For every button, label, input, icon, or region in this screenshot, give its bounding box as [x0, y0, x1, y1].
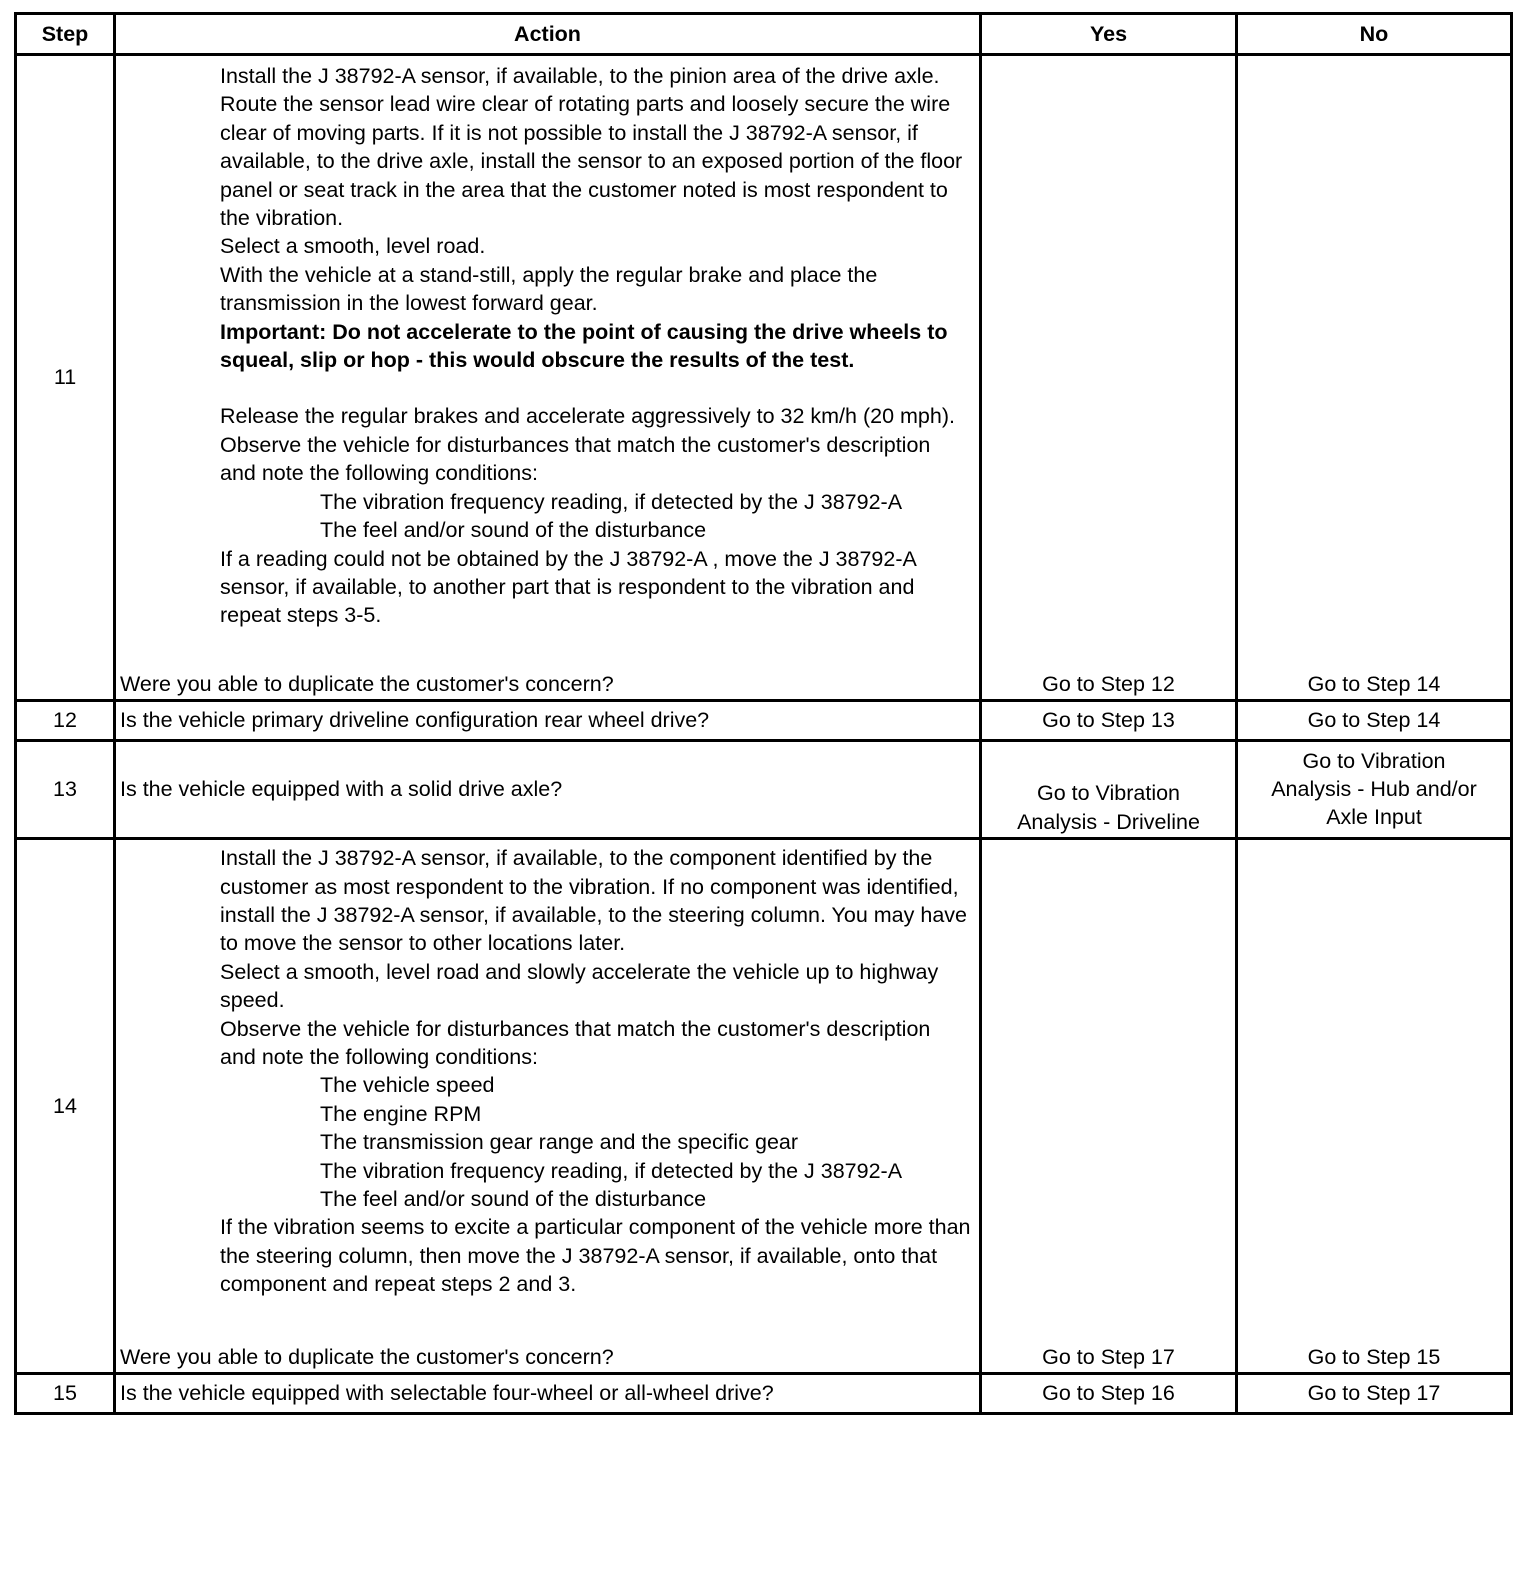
- no-cell: [1237, 741, 1512, 839]
- no-cell: Go to Step 15: [1237, 839, 1512, 1374]
- step-number: 13: [16, 741, 115, 839]
- action-paragraph: Select a smooth, level road and slowly accelerate the vehicle up to highway speed.: [220, 959, 939, 1013]
- action-question: Is the vehicle equipped with selectable four-wheel or all-wheel drive?: [115, 1374, 981, 1414]
- condition-item: The transmission gear range and the specific gear: [320, 1130, 799, 1155]
- diagnostic-table: [14, 12, 1513, 1415]
- no-line: Axle Input: [1326, 805, 1422, 830]
- condition-item: The vibration frequency reading, if detected by the J 38792-A: [320, 489, 903, 514]
- yes-cell: Go to Step 17: [981, 839, 1237, 1374]
- action-paragraph: Observe the vehicle for disturbances that match the customer's description and note the following conditions:: [220, 432, 931, 486]
- table-row: [16, 839, 1512, 1374]
- action-paragraph: With the vehicle at a stand-still, apply the regular brake and place the transmission in the lowest forward gear.: [220, 262, 878, 316]
- action-question: Is the vehicle primary driveline configuration rear wheel drive?: [115, 701, 981, 741]
- important-note: Important: Do not accelerate to the point of causing the drive wheels to squeal, slip or hop - this would obscure the results of the test.: [220, 319, 948, 373]
- header-yes: Yes: [981, 14, 1237, 55]
- table-row: [16, 1374, 1512, 1414]
- yes-cell: [981, 741, 1237, 839]
- no-line: Analysis - Hub and/or: [1271, 776, 1477, 801]
- diagnostic-table-document: [14, 12, 1510, 1415]
- yes-cell: Go to Step 16: [981, 1374, 1237, 1414]
- yes-cell: Go to Step 12: [981, 55, 1237, 701]
- action-question: Were you able to duplicate the customer's concern?: [120, 671, 614, 696]
- yes-cell: Go to Step 13: [981, 701, 1237, 741]
- yes-line: Go to Vibration: [1036, 781, 1181, 806]
- action-question: Were you able to duplicate the customer's concern?: [120, 1344, 614, 1369]
- no-line: Go to Vibration: [1302, 748, 1446, 773]
- step-number: 12: [16, 701, 115, 741]
- table-row: [16, 741, 1512, 839]
- condition-item: The vibration frequency reading, if detected by the J 38792-A: [320, 1158, 903, 1183]
- no-cell: Go to Step 14: [1237, 55, 1512, 701]
- header-step: Step: [16, 14, 115, 55]
- step-number: 14: [16, 839, 115, 1374]
- action-cell: [115, 55, 981, 701]
- action-paragraph: If the vibration seems to excite a particular component of the vehicle more than the steering column, then move the J 38792-A sensor, if available, onto that component and repeat steps 2 and 3.: [220, 1215, 971, 1297]
- action-question: Is the vehicle equipped with a solid drive axle?: [115, 741, 981, 839]
- condition-item: The vehicle speed: [320, 1073, 495, 1098]
- action-cell: [115, 839, 981, 1374]
- action-paragraph: Install the J 38792-A sensor, if available, to the component identified by the customer as most respondent to the vibration. If no component was identified, install the J 38792-A sensor, if available, to the steering column. You may have to move the sensor to other locations later.: [220, 846, 967, 956]
- header-action: Action: [115, 14, 981, 55]
- no-cell: Go to Step 14: [1237, 701, 1512, 741]
- condition-item: The feel and/or sound of the disturbance: [320, 518, 707, 543]
- step-number: 15: [16, 1374, 115, 1414]
- table-row: [16, 701, 1512, 741]
- no-cell: Go to Step 17: [1237, 1374, 1512, 1414]
- action-paragraph: Observe the vehicle for disturbances that match the customer's description and note the following conditions:: [220, 1016, 931, 1069]
- condition-item: The engine RPM: [320, 1101, 482, 1126]
- header-no: No: [1237, 14, 1512, 55]
- step-number: 11: [16, 55, 115, 701]
- action-paragraph: Select a smooth, level road.: [220, 234, 486, 259]
- yes-line: Analysis - Driveline: [1017, 809, 1200, 834]
- condition-item: The feel and/or sound of the disturbance: [320, 1187, 707, 1211]
- table-row: [16, 55, 1512, 701]
- header-row: [16, 14, 1512, 55]
- action-paragraph: Release the regular brakes and accelerate aggressively to 32 km/h (20 mph).: [220, 404, 955, 429]
- action-paragraph: If a reading could not be obtained by the J 38792-A , move the J 38792-A sensor, if available, to another part that is respondent to the vibration and repeat steps 3-5.: [220, 546, 916, 628]
- action-paragraph: Install the J 38792-A sensor, if available, to the pinion area of the drive axle. Route the sensor lead wire clear of rotating parts and loosely secure the wire clear of moving parts. If it is not possible to install the J 38792-A sensor, if available, to the drive axle, install the sensor to an exposed portion of the floor panel or seat track in the area that the customer noted is most respondent to the vibration.: [220, 64, 963, 231]
